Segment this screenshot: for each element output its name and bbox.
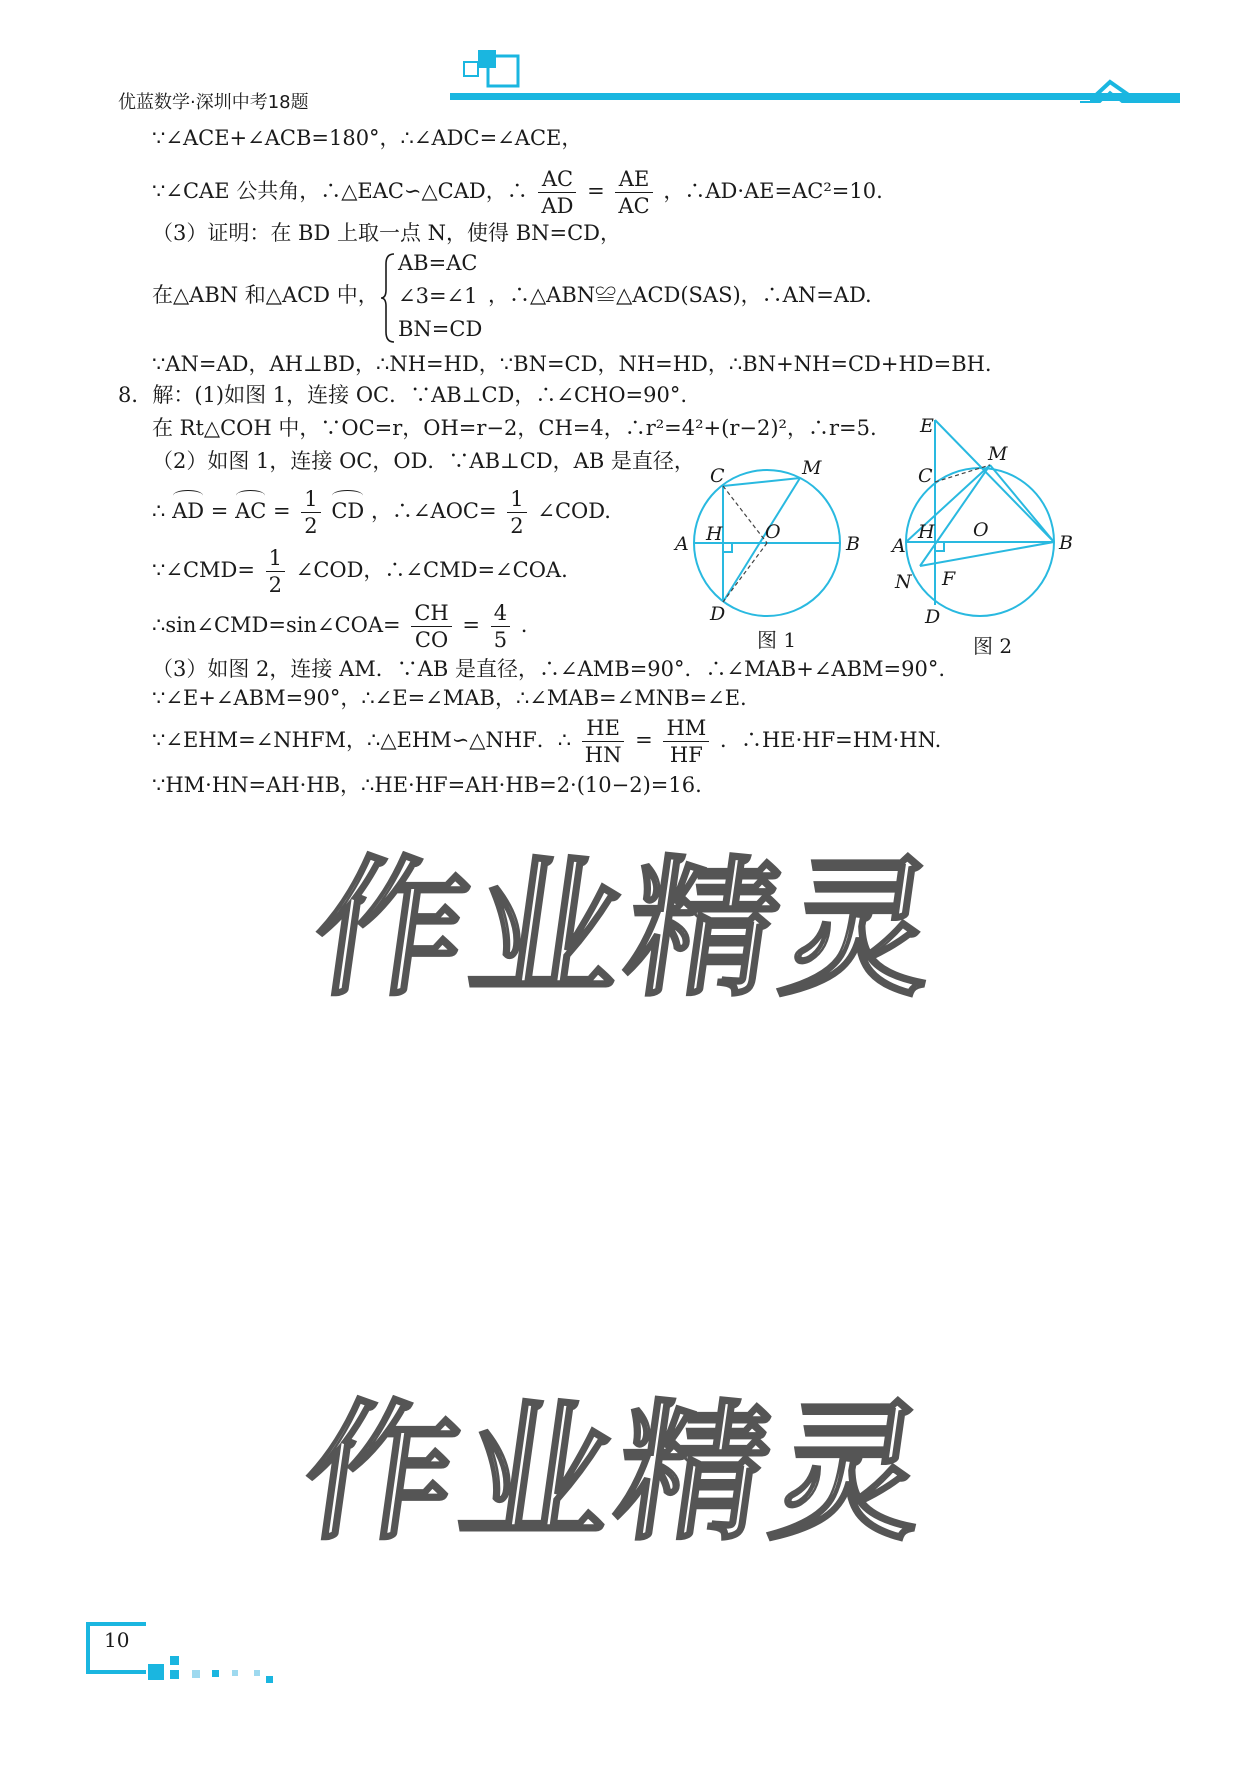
text-segment: 在△ABN 和△ACD 中， [152, 283, 379, 307]
frac-num: 1 [266, 545, 285, 572]
solution-line-3: （3）证明：在 BD 上取一点 N，使得 BN=CD， [152, 221, 622, 245]
fraction-4-5 [491, 600, 510, 653]
text-segment: ∵∠CMD= [152, 558, 255, 582]
header-bar-graphic [440, 42, 1180, 112]
solution-line-7: 在 Rt△COH 中，∵OC=r，OH=r−2，CH=4，∴r²=4²+(r−2)²，∴r=5. [152, 416, 877, 440]
solution-line-14 [152, 715, 941, 767]
text-segment: ．∴HE·HF=HM·HN. [719, 728, 942, 752]
equals-sign: = [210, 499, 229, 523]
fig2-label-a: A [892, 535, 906, 557]
fig1-label-a: A [675, 533, 689, 555]
system-brace [380, 252, 396, 344]
figure-1-diagram [660, 440, 870, 650]
solution-line-13: ∵∠E+∠ABM=90°，∴∠E=∠MAB，∴∠MAB=∠MNB=∠E. [152, 686, 747, 710]
figure-2-caption: 图 2 [973, 634, 1013, 658]
solution-line-4 [152, 280, 379, 310]
solution-line-15: ∵HM·HN=AH·HB，∴HE·HF=AH·HB=2·(10−2)=16. [152, 773, 702, 797]
fig2-line-eb [935, 420, 1054, 542]
frac-num: HE [582, 715, 625, 742]
arc-ac: AC [235, 488, 266, 526]
fig1-label-b: B [846, 533, 860, 555]
header-title: 优蓝数学·深圳中考18题 [118, 92, 309, 113]
fraction-ae-ac [615, 166, 652, 219]
equals-sign: = [635, 728, 653, 752]
text-segment: ∵∠CAE 公共角，∴△EAC∽△CAD，∴ [152, 179, 528, 203]
fig2-label-c: C [918, 465, 933, 487]
fig1-line-dm [723, 478, 800, 602]
figure-2-diagram [880, 410, 1090, 630]
solution-line-11 [152, 600, 527, 652]
text-segment: ∵∠EHM=∠NHFM，∴△EHM∽△NHF．∴ [152, 728, 572, 752]
fig2-label-e: E [920, 415, 934, 437]
fraction-hm-hf [663, 715, 709, 768]
text-segment: ∴sin∠CMD=sin∠COA= [152, 613, 401, 637]
fig1-right-angle-mark [723, 543, 732, 552]
solution-line-12: （3）如图 2，连接 AM．∵AB 是直径，∴∠AMB=90°．∴∠MAB+∠ABM=90°. [152, 657, 946, 681]
fraction-half-2 [507, 486, 526, 539]
text-segment: . [520, 613, 528, 637]
fig2-label-b: B [1059, 532, 1073, 554]
fig1-label-m: M [802, 457, 822, 479]
fig1-label-c: C [710, 465, 725, 487]
frac-num: AC [538, 166, 576, 193]
watermark-bottom: 作业精灵 [293, 1387, 943, 1561]
frac-num: 1 [507, 486, 526, 513]
footer-dots-decoration [142, 1648, 282, 1688]
fig2-line-nb [920, 542, 1054, 566]
watermark-top: 作业精灵 [303, 843, 953, 1017]
solution-line-8: （2）如图 1，连接 OC，OD．∵AB⊥CD，AB 是直径， [152, 449, 695, 473]
system-eq-3: BN=CD [398, 317, 483, 341]
system-eq-2: ∠3=∠1 [398, 284, 478, 308]
fraction-ac-ad [538, 166, 576, 219]
arc-cd: CD [331, 488, 364, 526]
frac-den: 2 [304, 514, 318, 538]
equals-sign: = [462, 613, 481, 637]
fig2-label-n: N [895, 571, 912, 593]
arc-ad: AD [172, 488, 204, 526]
frac-num: HM [663, 715, 709, 742]
solution-line-9 [152, 486, 611, 538]
fig2-label-f: F [942, 568, 956, 590]
frac-den: 2 [510, 514, 524, 538]
equals-sign: = [272, 499, 291, 523]
fraction-he-hn [582, 715, 625, 768]
frac-num: CH [411, 600, 451, 627]
solution-line-5: ∵AN=AD，AH⊥BD，∴NH=HD，∵BN=CD，NH=HD，∴BN+NH=CD+HD=BH. [152, 352, 992, 376]
frac-den: 5 [493, 628, 508, 652]
frac-den: AC [618, 194, 650, 218]
fraction-ch-co [411, 600, 451, 653]
fig1-line-cm [723, 478, 800, 486]
frac-den: CO [414, 628, 449, 652]
fig2-label-h: H [918, 521, 935, 543]
text-segment: ，∴∠AOC= [370, 499, 497, 523]
text-segment: ∠COD. [537, 499, 611, 523]
solution-line-1: ∵∠ACE+∠ACB=180°，∴∠ADC=∠ACE， [152, 126, 583, 150]
frac-num: 1 [301, 486, 320, 513]
frac-den: HF [669, 743, 703, 767]
equals-sign: = [587, 179, 605, 203]
solution-line-10 [152, 545, 568, 597]
frac-num: AE [615, 166, 652, 193]
solution-line-2 [152, 166, 883, 218]
fig2-line-mb [990, 465, 1054, 542]
fraction-half [301, 486, 320, 539]
fraction-half-3 [266, 545, 285, 598]
fig2-label-o: O [973, 519, 989, 541]
frac-den: AD [541, 194, 574, 218]
system-conclusion: ，∴△ABN≌△ACD(SAS)，∴AN=AD. [488, 283, 872, 307]
fig1-label-h: H [706, 523, 723, 545]
system-eq-1: AB=AC [398, 251, 478, 275]
solution-line-6: 8．解：(1)如图 1，连接 OC．∵AB⊥CD，∴∠CHO=90°. [118, 383, 688, 407]
text-segment: ∴ [152, 499, 166, 523]
frac-den: 2 [268, 573, 283, 597]
text-segment: ∠COD，∴∠CMD=∠COA. [295, 558, 568, 582]
figure-1-caption: 图 1 [757, 628, 797, 652]
page-number: 10 [104, 1628, 130, 1652]
frac-den: HN [584, 743, 622, 767]
frac-num: 4 [491, 600, 510, 627]
fig2-label-m: M [988, 443, 1008, 465]
fig1-label-d: D [710, 603, 726, 625]
fig2-label-d: D [925, 606, 941, 628]
fig1-label-o: O [765, 521, 781, 543]
fig1-line-oc [723, 486, 767, 543]
text-segment: ，∴AD·AE=AC²=10. [663, 179, 883, 203]
